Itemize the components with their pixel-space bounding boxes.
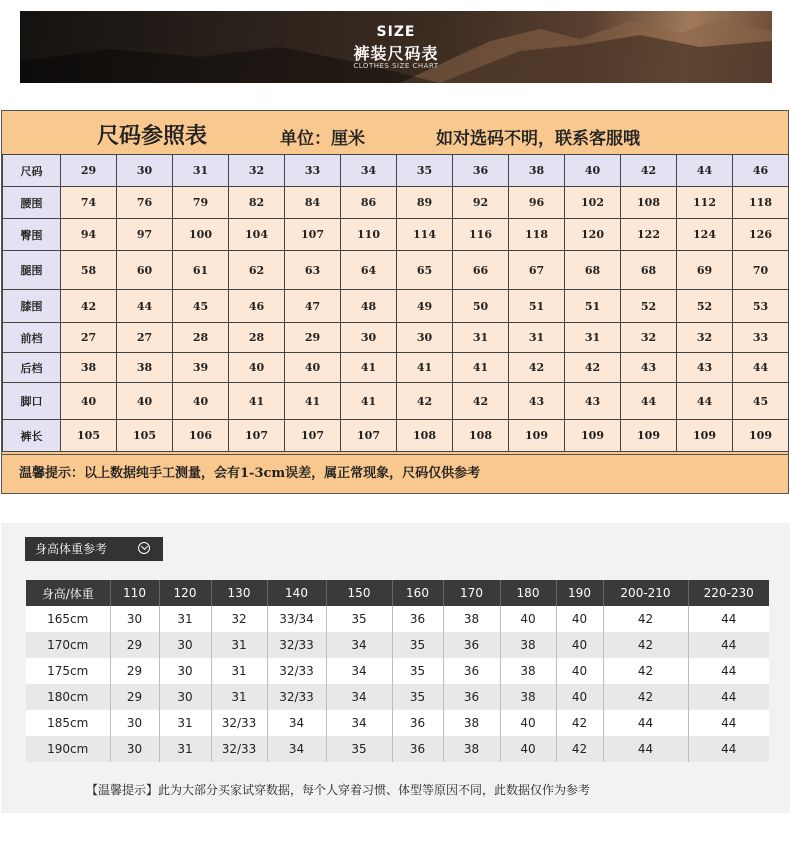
size-cell: 96 (509, 187, 565, 219)
size-cell: 42 (397, 383, 453, 420)
size-cell: 30 (117, 155, 173, 187)
size-cell: 41 (285, 383, 341, 420)
size-chart-contact: 如对选码不明，联系客服哦 (436, 129, 640, 149)
size-cell: 112 (677, 187, 733, 219)
size-cell: 92 (453, 187, 509, 219)
height-weight-cell: 44 (688, 632, 769, 658)
size-cell: 109 (733, 420, 789, 452)
size-cell: 74 (61, 187, 117, 219)
size-chart-heading: 尺码参照表 (97, 123, 208, 149)
size-banner (20, 11, 772, 83)
height-weight-section (1, 523, 790, 813)
size-cell: 33 (733, 323, 789, 353)
height-weight-row (26, 710, 769, 736)
size-cell: 47 (285, 290, 341, 323)
height-weight-cell: 34 (326, 658, 392, 684)
size-cell: 105 (61, 420, 117, 452)
height-weight-cell: 42 (603, 606, 688, 632)
height-weight-cell: 32/33 (211, 710, 267, 736)
size-cell: 126 (733, 219, 789, 251)
height-weight-header-cell: 130 (211, 580, 267, 606)
size-cell: 40 (565, 155, 621, 187)
size-cell: 110 (341, 219, 397, 251)
size-row-label: 裤长 (3, 420, 61, 452)
size-cell: 30 (341, 323, 397, 353)
height-weight-cell: 33/34 (267, 606, 326, 632)
height-weight-cell: 185cm (26, 710, 110, 736)
height-weight-row (26, 658, 769, 684)
height-weight-cell: 42 (556, 710, 603, 736)
height-weight-header-cell: 150 (326, 580, 392, 606)
banner-title: SIZE (376, 24, 416, 40)
size-cell: 114 (397, 219, 453, 251)
height-weight-cell: 29 (110, 684, 159, 710)
height-weight-cell: 30 (159, 632, 211, 658)
size-cell: 124 (677, 219, 733, 251)
size-cell: 108 (621, 187, 677, 219)
size-table (2, 154, 789, 452)
size-cell: 84 (285, 187, 341, 219)
size-cell: 107 (285, 420, 341, 452)
size-cell: 42 (453, 383, 509, 420)
height-weight-cell: 31 (211, 632, 267, 658)
chevron-down-icon (138, 542, 150, 554)
size-cell: 44 (621, 383, 677, 420)
size-cell: 76 (117, 187, 173, 219)
size-row-label: 尺码 (3, 155, 61, 187)
height-weight-cell: 44 (603, 736, 688, 762)
size-cell: 42 (509, 353, 565, 383)
height-weight-row (26, 632, 769, 658)
height-weight-row (26, 736, 769, 762)
size-cell: 51 (509, 290, 565, 323)
size-row-label: 腿围 (3, 251, 61, 290)
size-cell: 32 (229, 155, 285, 187)
height-weight-row (26, 684, 769, 710)
height-weight-cell: 44 (688, 684, 769, 710)
size-cell: 48 (341, 290, 397, 323)
size-chart-header (2, 111, 788, 155)
height-weight-cell: 36 (443, 632, 500, 658)
banner-subtitle: 裤装尺码表 (353, 44, 439, 63)
size-cell: 44 (677, 383, 733, 420)
height-weight-cell: 44 (688, 606, 769, 632)
height-weight-cell: 190cm (26, 736, 110, 762)
size-row-label: 臀围 (3, 219, 61, 251)
size-row-label: 脚口 (3, 383, 61, 420)
size-cell: 107 (285, 219, 341, 251)
size-cell: 41 (341, 353, 397, 383)
height-weight-header-cell: 190 (556, 580, 603, 606)
height-weight-table (26, 580, 769, 762)
height-weight-cell: 32/33 (267, 632, 326, 658)
size-cell: 94 (61, 219, 117, 251)
size-cell: 40 (117, 383, 173, 420)
size-cell: 35 (397, 155, 453, 187)
size-cell: 62 (229, 251, 285, 290)
height-weight-cell: 35 (326, 606, 392, 632)
size-cell: 108 (397, 420, 453, 452)
size-cell: 41 (341, 383, 397, 420)
height-weight-cell: 36 (443, 684, 500, 710)
height-weight-header-cell: 170 (443, 580, 500, 606)
size-cell: 58 (61, 251, 117, 290)
height-weight-cell: 180cm (26, 684, 110, 710)
height-weight-cell: 175cm (26, 658, 110, 684)
height-weight-cell: 34 (326, 632, 392, 658)
size-cell: 38 (117, 353, 173, 383)
height-weight-cell: 31 (211, 684, 267, 710)
size-row-label: 前档 (3, 323, 61, 353)
size-cell: 27 (117, 323, 173, 353)
height-weight-cell: 40 (556, 632, 603, 658)
size-cell: 50 (453, 290, 509, 323)
size-cell: 43 (565, 383, 621, 420)
height-weight-header-cell: 身高/体重 (26, 580, 110, 606)
size-cell: 118 (509, 219, 565, 251)
height-weight-header-cell: 160 (392, 580, 443, 606)
size-table-row (3, 219, 789, 251)
size-chart-unit: 单位：厘米 (280, 129, 365, 149)
height-weight-cell: 31 (159, 736, 211, 762)
height-weight-cell: 165cm (26, 606, 110, 632)
height-weight-cell: 31 (211, 658, 267, 684)
size-table-row (3, 353, 789, 383)
size-cell: 108 (453, 420, 509, 452)
height-weight-note: 【温馨提示】此为大部分买家试穿数据，每个人穿着习惯、体型等原因不同，此数据仅作为参考 (86, 783, 591, 797)
size-cell: 43 (677, 353, 733, 383)
height-weight-cell: 35 (392, 658, 443, 684)
size-chart (1, 110, 789, 494)
size-cell: 109 (621, 420, 677, 452)
height-weight-header-row (26, 580, 769, 606)
size-table-row (3, 290, 789, 323)
height-weight-cell: 29 (110, 632, 159, 658)
height-weight-cell: 170cm (26, 632, 110, 658)
size-table-row (3, 323, 789, 353)
size-cell: 40 (229, 353, 285, 383)
height-weight-cell: 42 (556, 736, 603, 762)
size-cell: 118 (733, 187, 789, 219)
height-weight-cell: 44 (603, 710, 688, 736)
size-cell: 44 (733, 353, 789, 383)
size-cell: 28 (173, 323, 229, 353)
size-cell: 31 (173, 155, 229, 187)
height-weight-cell: 32 (211, 606, 267, 632)
size-table-row (3, 383, 789, 420)
height-weight-cell: 40 (500, 606, 556, 632)
height-weight-cell: 38 (443, 606, 500, 632)
size-cell: 28 (229, 323, 285, 353)
size-cell: 104 (229, 219, 285, 251)
height-weight-header-cell: 120 (159, 580, 211, 606)
height-weight-header-cell: 220-230 (688, 580, 769, 606)
height-weight-cell: 44 (688, 658, 769, 684)
size-cell: 32 (677, 323, 733, 353)
size-cell: 89 (397, 187, 453, 219)
size-cell: 66 (453, 251, 509, 290)
height-weight-cell: 38 (500, 632, 556, 658)
size-cell: 42 (621, 155, 677, 187)
height-weight-cell: 35 (392, 632, 443, 658)
height-weight-cell: 38 (500, 684, 556, 710)
size-cell: 109 (677, 420, 733, 452)
height-weight-cell: 30 (159, 658, 211, 684)
size-cell: 43 (621, 353, 677, 383)
height-weight-cell: 40 (556, 684, 603, 710)
height-weight-cell: 36 (392, 736, 443, 762)
height-weight-cell: 30 (159, 684, 211, 710)
size-cell: 52 (677, 290, 733, 323)
size-cell: 61 (173, 251, 229, 290)
height-weight-cell: 36 (443, 658, 500, 684)
size-cell: 109 (509, 420, 565, 452)
height-weight-cell: 35 (392, 684, 443, 710)
size-cell: 31 (565, 323, 621, 353)
height-weight-cell: 31 (159, 606, 211, 632)
height-weight-tag-label: 身高体重参考 (35, 542, 108, 556)
size-cell: 42 (565, 353, 621, 383)
height-weight-header-cell: 180 (500, 580, 556, 606)
height-weight-cell: 38 (443, 736, 500, 762)
height-weight-cell: 44 (688, 736, 769, 762)
height-weight-cell: 42 (603, 632, 688, 658)
height-weight-cell: 38 (500, 658, 556, 684)
size-cell: 102 (565, 187, 621, 219)
size-cell: 29 (285, 323, 341, 353)
size-cell: 122 (621, 219, 677, 251)
size-cell: 30 (397, 323, 453, 353)
size-cell: 82 (229, 187, 285, 219)
size-cell: 100 (173, 219, 229, 251)
size-cell: 68 (621, 251, 677, 290)
size-cell: 33 (285, 155, 341, 187)
height-weight-cell: 42 (603, 658, 688, 684)
height-weight-cell: 44 (688, 710, 769, 736)
height-weight-cell: 32/33 (211, 736, 267, 762)
size-cell: 53 (733, 290, 789, 323)
size-cell: 107 (229, 420, 285, 452)
size-cell: 45 (173, 290, 229, 323)
size-cell: 46 (229, 290, 285, 323)
height-weight-cell: 34 (326, 684, 392, 710)
size-cell: 38 (61, 353, 117, 383)
size-cell: 38 (509, 155, 565, 187)
height-weight-cell: 30 (110, 606, 159, 632)
size-cell: 65 (397, 251, 453, 290)
size-cell: 32 (621, 323, 677, 353)
size-table-row (3, 187, 789, 219)
size-cell: 52 (621, 290, 677, 323)
size-cell: 31 (453, 323, 509, 353)
size-cell: 107 (341, 420, 397, 452)
height-weight-cell: 36 (392, 710, 443, 736)
size-cell: 67 (509, 251, 565, 290)
size-cell: 60 (117, 251, 173, 290)
size-cell: 36 (453, 155, 509, 187)
size-cell: 106 (173, 420, 229, 452)
height-weight-cell: 36 (392, 606, 443, 632)
size-row-label: 腰围 (3, 187, 61, 219)
size-cell: 97 (117, 219, 173, 251)
height-weight-cell: 34 (267, 710, 326, 736)
size-cell: 68 (565, 251, 621, 290)
size-cell: 41 (453, 353, 509, 383)
size-table-row (3, 251, 789, 290)
size-cell: 70 (733, 251, 789, 290)
height-weight-cell: 40 (556, 658, 603, 684)
size-cell: 86 (341, 187, 397, 219)
height-weight-cell: 32/33 (267, 658, 326, 684)
size-cell: 34 (341, 155, 397, 187)
size-table-row (3, 155, 789, 187)
size-chart-note: 温馨提示：以上数据纯手工测量，会有1-3cm误差，属正常现象，尺码仅供参考 (2, 454, 788, 493)
size-cell: 27 (61, 323, 117, 353)
size-cell: 116 (453, 219, 509, 251)
size-cell: 39 (173, 353, 229, 383)
size-cell: 45 (733, 383, 789, 420)
height-weight-header-cell: 200-210 (603, 580, 688, 606)
height-weight-cell: 35 (326, 736, 392, 762)
height-weight-cell: 40 (500, 710, 556, 736)
size-cell: 44 (677, 155, 733, 187)
size-cell: 31 (509, 323, 565, 353)
height-weight-cell: 40 (556, 606, 603, 632)
size-cell: 41 (397, 353, 453, 383)
size-row-label: 后档 (3, 353, 61, 383)
height-weight-cell: 31 (159, 710, 211, 736)
size-cell: 63 (285, 251, 341, 290)
height-weight-cell: 32/33 (267, 684, 326, 710)
size-cell: 40 (173, 383, 229, 420)
height-weight-cell: 34 (326, 710, 392, 736)
size-cell: 51 (565, 290, 621, 323)
size-cell: 41 (229, 383, 285, 420)
size-cell: 69 (677, 251, 733, 290)
height-weight-cell: 40 (500, 736, 556, 762)
size-cell: 44 (117, 290, 173, 323)
size-cell: 109 (565, 420, 621, 452)
size-cell: 79 (173, 187, 229, 219)
size-cell: 64 (341, 251, 397, 290)
size-cell: 46 (733, 155, 789, 187)
height-weight-cell: 30 (110, 710, 159, 736)
size-cell: 49 (397, 290, 453, 323)
size-cell: 42 (61, 290, 117, 323)
size-row-label: 膝围 (3, 290, 61, 323)
size-cell: 40 (285, 353, 341, 383)
height-weight-cell: 29 (110, 658, 159, 684)
banner-caption: CLOTHES SIZE CHART (353, 62, 439, 70)
height-weight-cell: 38 (443, 710, 500, 736)
size-cell: 29 (61, 155, 117, 187)
height-weight-row (26, 606, 769, 632)
size-cell: 40 (61, 383, 117, 420)
size-cell: 105 (117, 420, 173, 452)
size-table-row (3, 420, 789, 452)
height-weight-header-cell: 110 (110, 580, 159, 606)
height-weight-cell: 34 (267, 736, 326, 762)
height-weight-cell: 42 (603, 684, 688, 710)
height-weight-cell: 30 (110, 736, 159, 762)
height-weight-tag (25, 537, 163, 561)
size-cell: 120 (565, 219, 621, 251)
size-cell: 43 (509, 383, 565, 420)
height-weight-header-cell: 140 (267, 580, 326, 606)
